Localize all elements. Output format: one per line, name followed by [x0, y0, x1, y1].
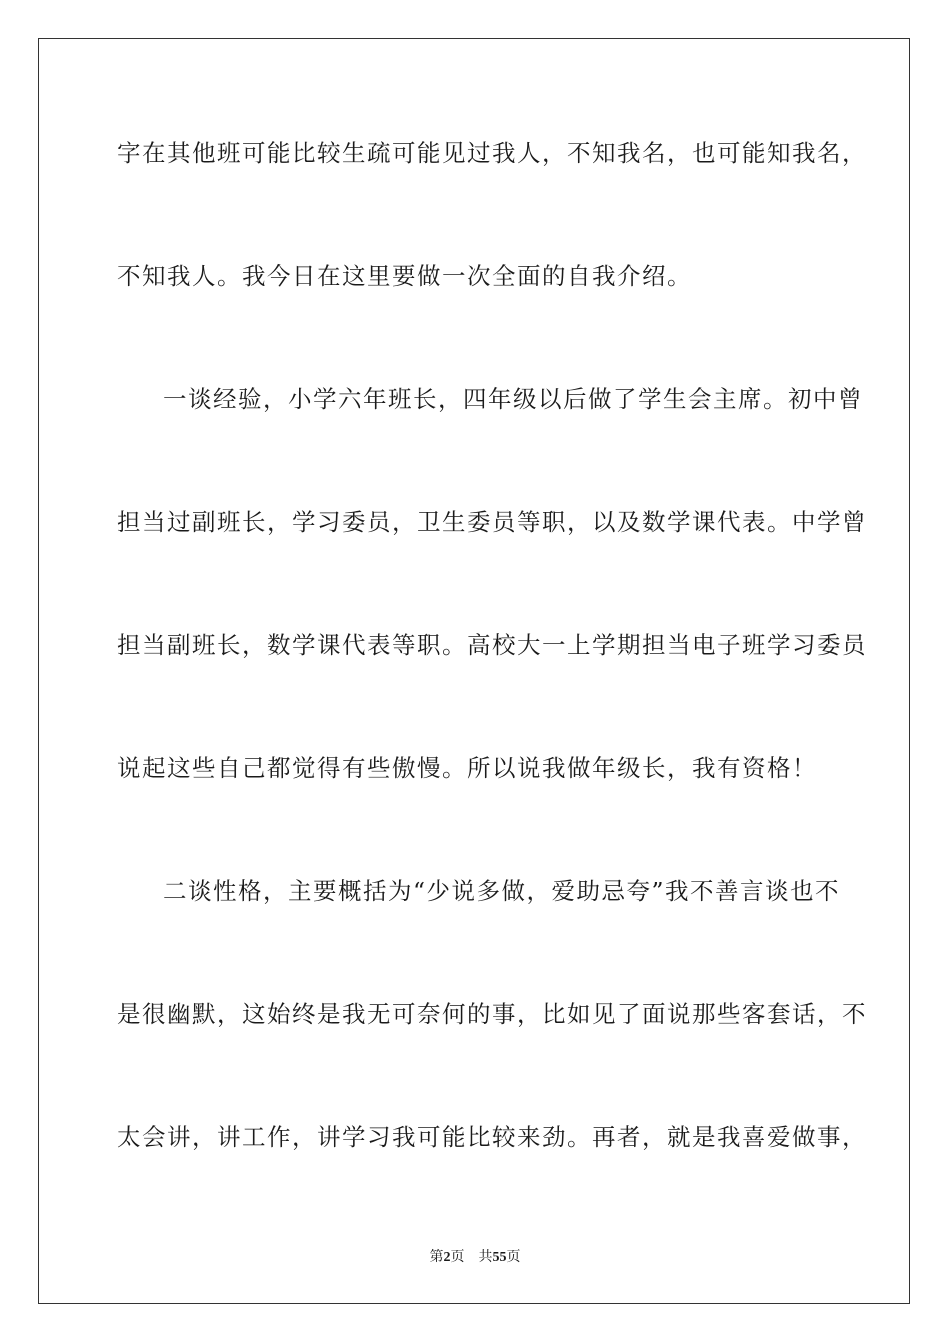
page-frame — [38, 38, 910, 1304]
page-number: 2 — [443, 1250, 451, 1265]
body-line-9: 太会讲，讲工作，讲学习我可能比较来劲。再者，就是我喜爱做事， — [117, 1123, 867, 1151]
body-line-5: 担当副班长，数学课代表等职。高校大一上学期担当电子班学习委员 — [117, 631, 867, 659]
body-line-4: 担当过副班长，学习委员，卫生委员等职，以及数学课代表。中学曾 — [117, 508, 867, 536]
body-line-8: 是很幽默，这始终是我无可奈何的事，比如见了面说那些客套话，不 — [117, 1000, 867, 1028]
page-suffix: 页 — [450, 1249, 465, 1265]
page-footer — [0, 1248, 950, 1267]
body-line-6: 说起这些自己都觉得有些傲慢。所以说我做年级长，我有资格！ — [117, 754, 817, 782]
total-suffix: 页 — [506, 1249, 521, 1265]
total-prefix: 共 — [478, 1249, 493, 1265]
body-line-2: 不知我人。我今日在这里要做一次全面的自我介绍。 — [117, 262, 692, 290]
body-line-7: 二谈性格，主要概括为“少说多做，爱助忌夸”我不善言谈也不 — [163, 877, 841, 905]
body-line-3: 一谈经验，小学六年班长，四年级以后做了学生会主席。初中曾 — [163, 385, 863, 413]
total-pages: 55 — [492, 1250, 507, 1265]
page-prefix: 第 — [429, 1249, 444, 1265]
body-line-1: 字在其他班可能比较生疏可能见过我人，不知我名，也可能知我名， — [117, 139, 867, 167]
